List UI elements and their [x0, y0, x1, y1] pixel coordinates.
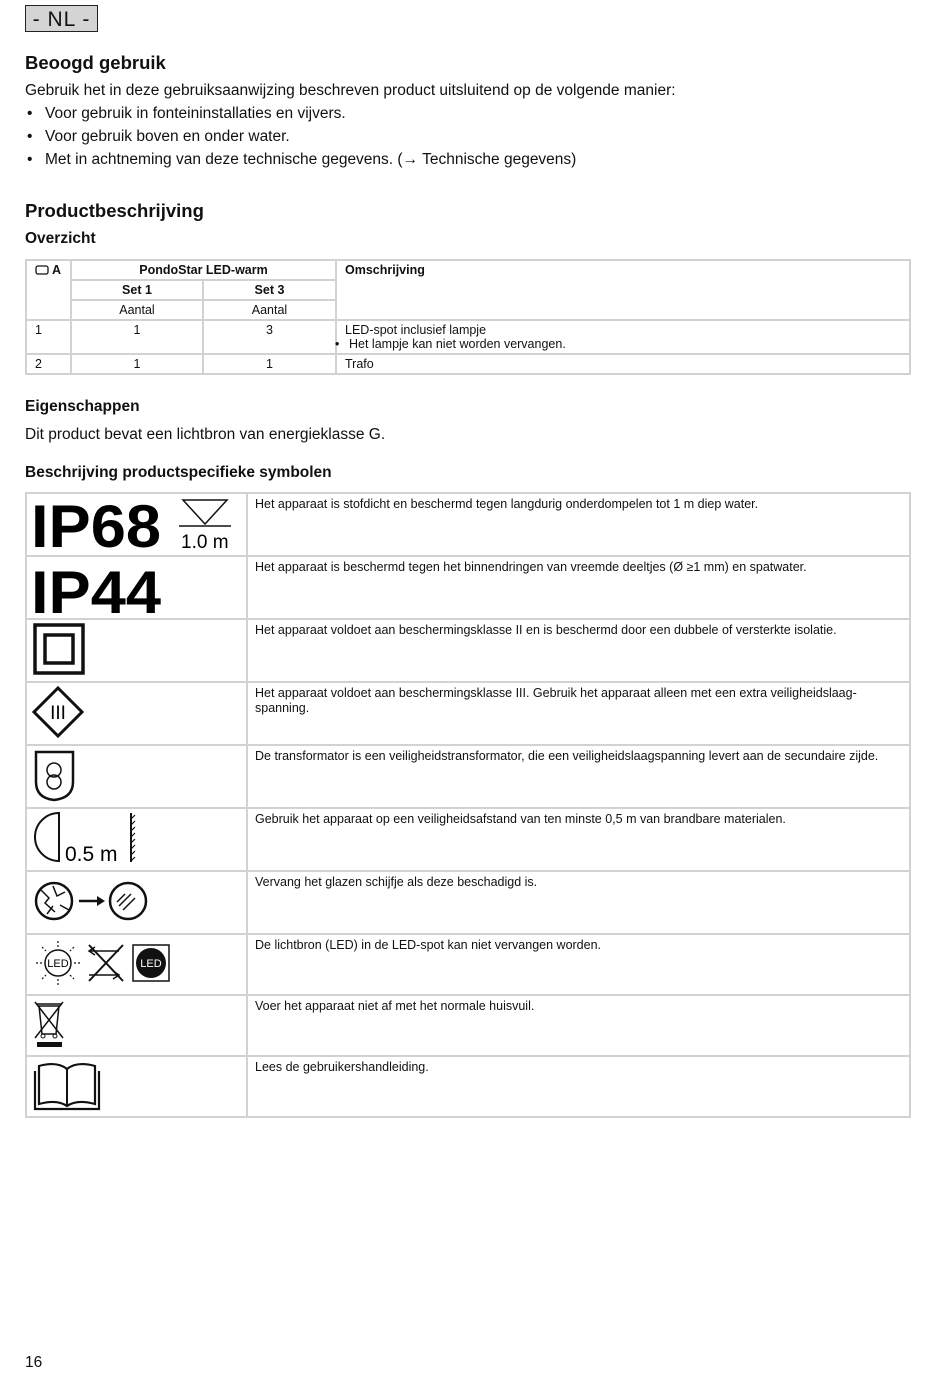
table-header-product: PondoStar LED-warm: [71, 260, 336, 280]
table-row: [26, 745, 910, 808]
table-cell: 2: [26, 354, 71, 374]
table-row: [26, 871, 910, 934]
table-header-set1: Set 1: [71, 280, 203, 300]
table-row: [26, 808, 910, 871]
table-cell: De transformator is een veiligheidstransformator, die een veiligheidslaagspanning levert aan de secundaire zijde.: [247, 745, 910, 808]
table-row: [26, 934, 910, 995]
table-cell: 1: [26, 320, 71, 354]
overview-heading: Overzicht: [25, 230, 96, 247]
safety-transformer-icon: [26, 745, 247, 808]
distance-text: 0.5 m: [65, 843, 118, 866]
protection-class-3-icon: [26, 682, 247, 745]
row-description: LED-spot inclusief lampje: [345, 323, 487, 337]
ip68-depth-text: 1.0 m: [181, 532, 229, 552]
table-header-description: Omschrijving: [336, 260, 910, 320]
table-cell: 1: [71, 320, 203, 354]
table-cell: Voer het apparaat niet af met het normale huisvuil.: [247, 995, 910, 1056]
table-header-qty3: Aantal: [203, 300, 336, 320]
symbols-heading: Beschrijving productspecifieke symbolen: [25, 464, 332, 481]
table-cell: Lees de gebruikershandleiding.: [247, 1056, 910, 1117]
product-description-heading: [25, 200, 204, 222]
table-cell: 1: [71, 354, 203, 374]
intended-use-heading: [25, 52, 166, 74]
ip44-text: IP44: [31, 559, 162, 615]
weee-bin-icon: [26, 995, 247, 1056]
table-header-a: [26, 260, 71, 320]
table-row: [26, 493, 910, 556]
replace-glass-icon: [26, 871, 247, 934]
intended-use-intro: Gebruik het in deze gebruiksaanwijzing beschreven product uitsluitend op de volgende manier:: [25, 82, 676, 99]
list-item: • Met in achtneming van deze technische gegevens. (→ Technische gegevens): [25, 148, 576, 171]
table-row: [26, 556, 910, 619]
col-a-label: A: [52, 263, 62, 277]
product-description-heading-text: Productbeschrijving: [25, 200, 204, 221]
properties-text: Dit product bevat een lichtbron van energieklasse G.: [25, 426, 386, 443]
led-label-dark: LED: [140, 958, 162, 970]
symbols-table: [25, 492, 911, 1118]
intended-use-list: [25, 102, 576, 171]
ip68-icon: [26, 493, 247, 556]
overview-table: [25, 259, 911, 375]
table-cell: Het apparaat voldoet aan beschermingsklasse II en is beschermd door een dubbele of versterkte isolatie.: [247, 619, 910, 682]
language-tag: - NL -: [25, 5, 98, 32]
table-cell: Trafo: [336, 354, 910, 374]
led-not-replaceable-icon: [26, 934, 247, 995]
properties-heading: Eigenschappen: [25, 398, 140, 415]
page-number: 16: [25, 1354, 43, 1371]
row-note: • Het lampje kan niet worden vervangen.: [337, 337, 901, 351]
table-row: [26, 320, 910, 354]
led-label: LED: [47, 958, 69, 970]
class-3-mark: III: [50, 703, 66, 724]
ip68-text: IP68: [31, 494, 161, 552]
table-row: [26, 682, 910, 745]
table-cell: [336, 320, 910, 354]
protection-class-2-icon: [26, 619, 247, 682]
table-row: [26, 995, 910, 1056]
table-cell: Het apparaat voldoet aan beschermingsklasse III. Gebruik het apparaat alleen met een extra veiligheidslaag-spanning.: [247, 682, 910, 745]
table-header-qty1: Aantal: [71, 300, 203, 320]
table-cell: Het apparaat is stofdicht en beschermd tegen langdurig onderdompelen tot 1 m diep water.: [247, 493, 910, 556]
table-cell: De lichtbron (LED) in de LED-spot kan niet vervangen worden.: [247, 934, 910, 995]
intended-use-heading-text: Beoogd gebruik: [25, 52, 166, 73]
table-header-set3: Set 3: [203, 280, 336, 300]
table-row: [26, 354, 910, 374]
table-cell: Het apparaat is beschermd tegen het binnendringen van vreemde deeltjes (Ø ≥1 mm) en spatwater.: [247, 556, 910, 619]
table-row: [26, 619, 910, 682]
list-item: • Voor gebruik boven en onder water.: [25, 125, 576, 148]
table-cell: Vervang het glazen schijfje als deze beschadigd is.: [247, 871, 910, 934]
table-cell: 1: [203, 354, 336, 374]
safety-distance-icon: [26, 808, 247, 871]
table-cell: Gebruik het apparaat op een veiligheidsafstand van ten minste 0,5 m van brandbare materialen.: [247, 808, 910, 871]
read-manual-icon: [26, 1056, 247, 1117]
table-row: [26, 1056, 910, 1117]
figure-icon: [35, 263, 49, 277]
table-cell: 3: [203, 320, 336, 354]
list-item: • Voor gebruik in fonteininstallaties en vijvers.: [25, 102, 576, 125]
ip44-icon: [26, 556, 247, 619]
